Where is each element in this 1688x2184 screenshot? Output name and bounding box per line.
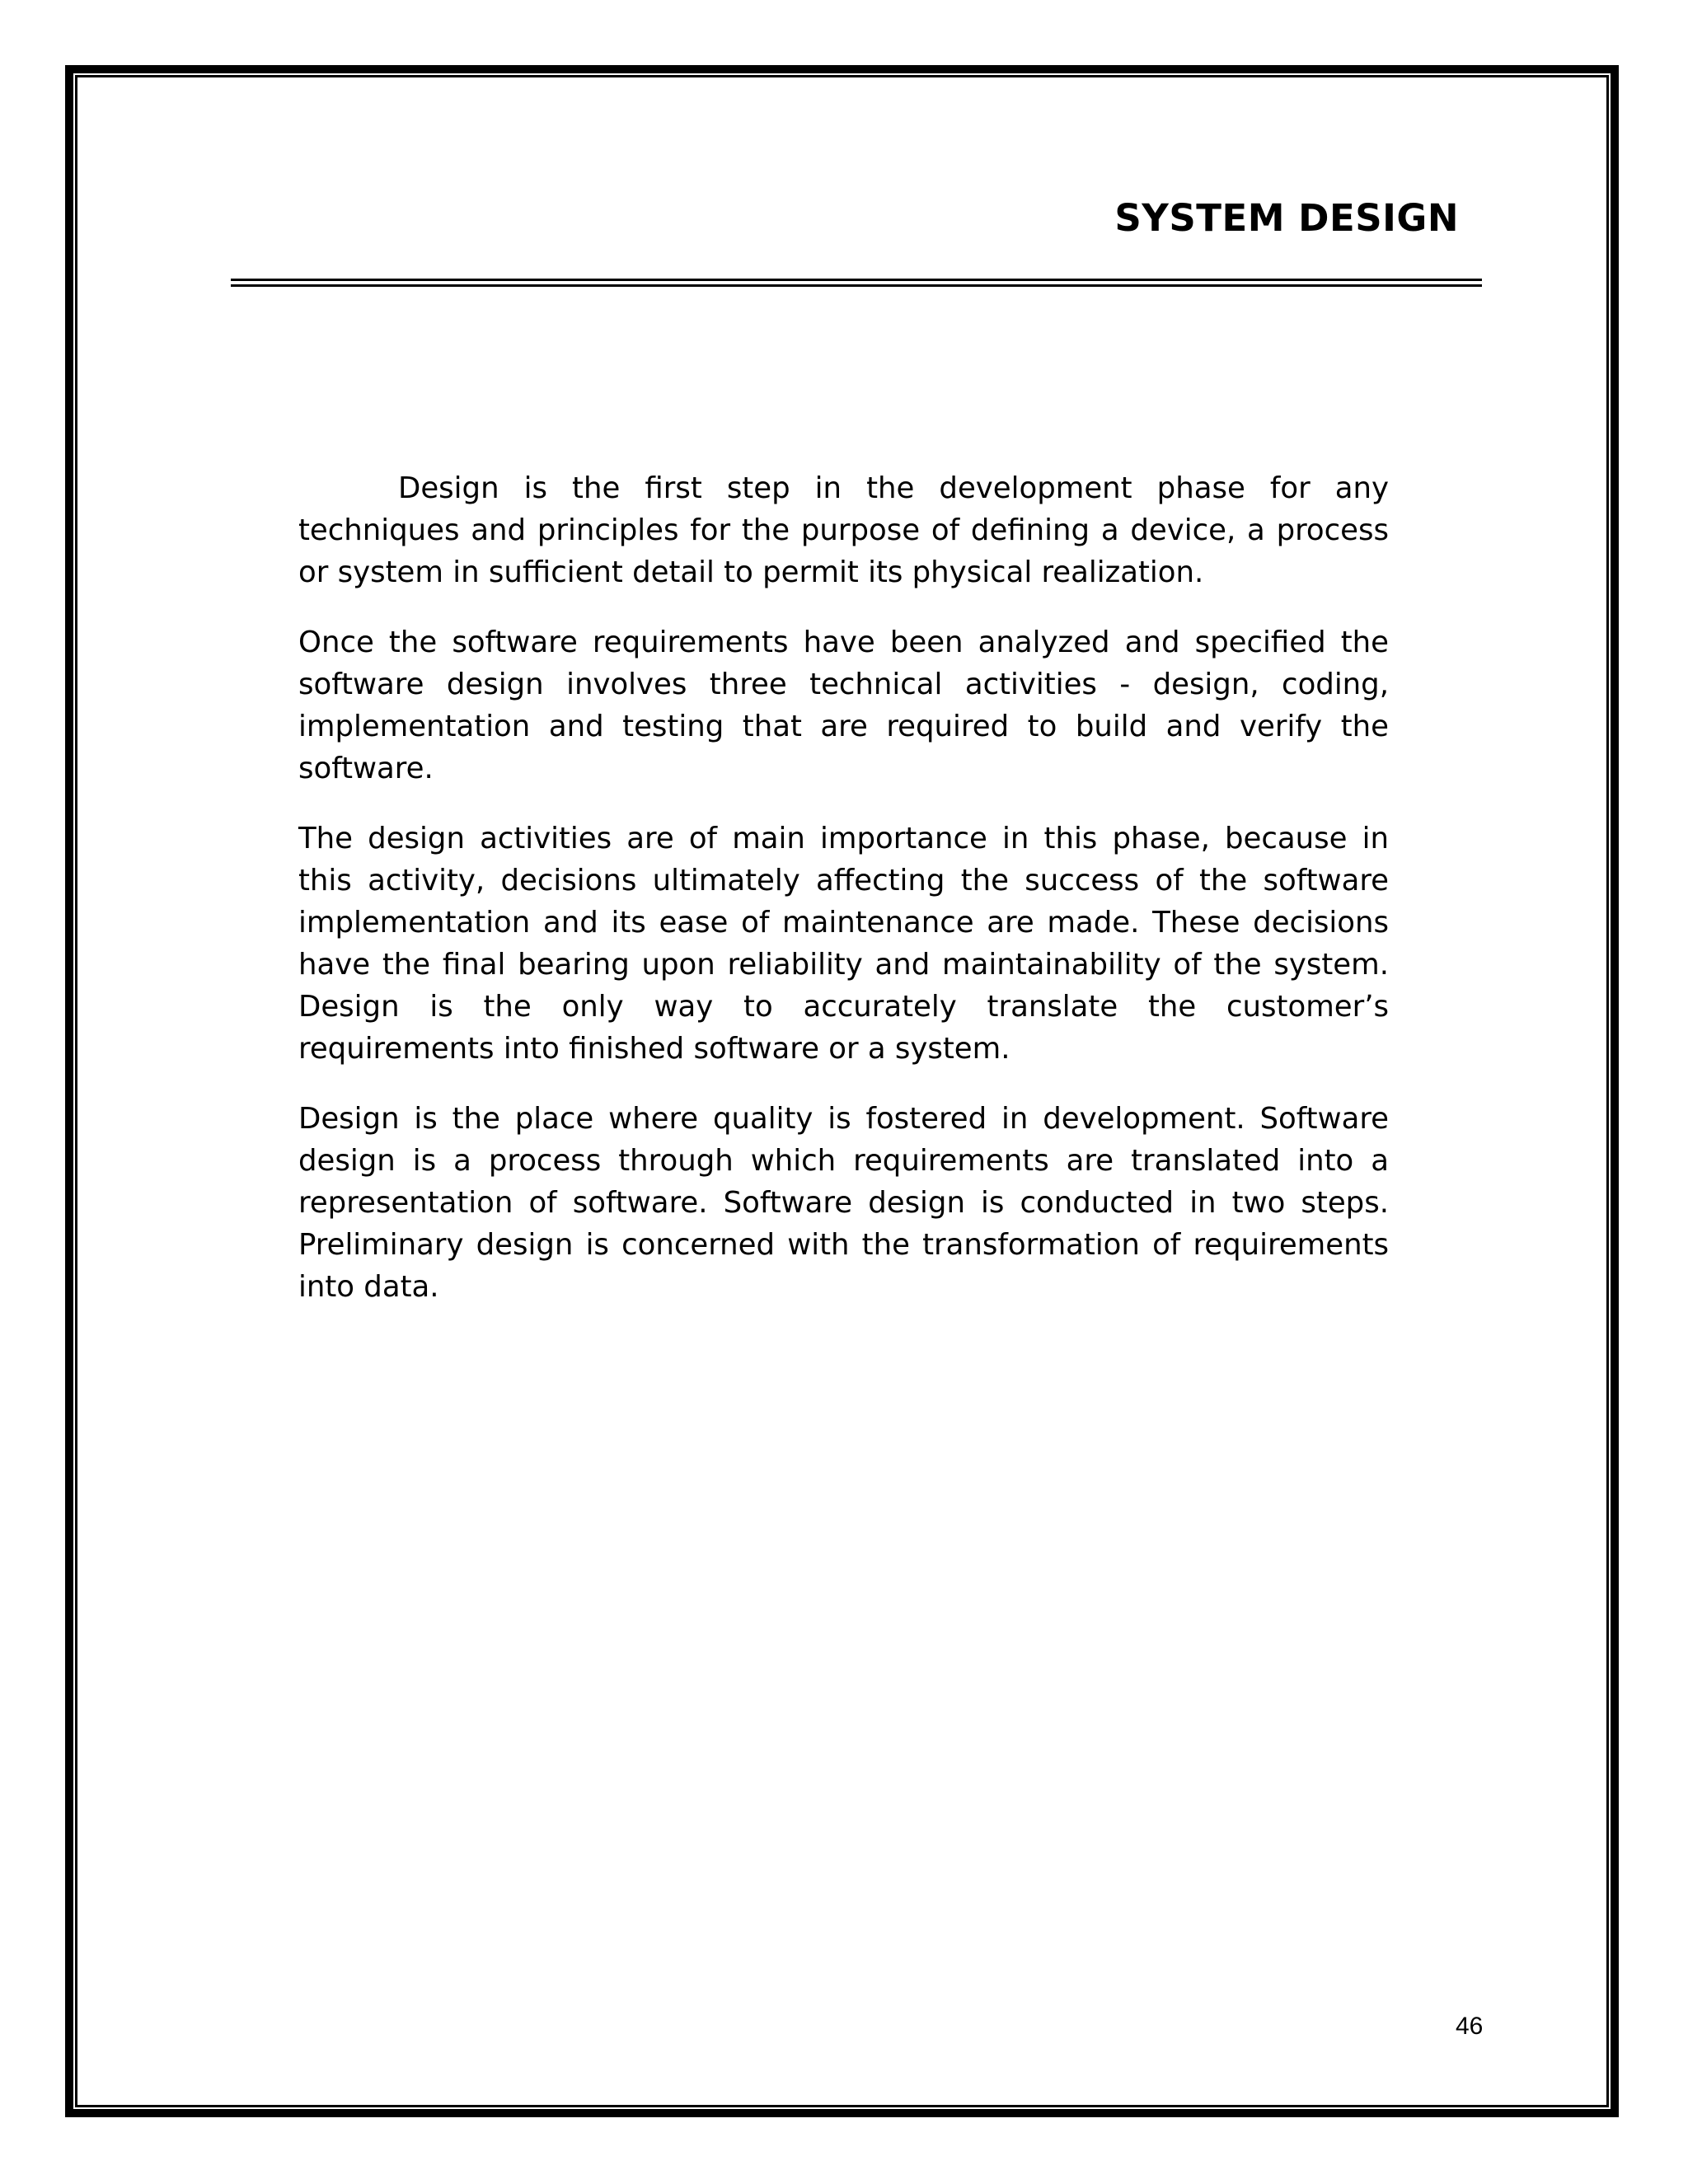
page-number: 46	[1456, 2013, 1484, 2040]
title-double-rule	[231, 279, 1482, 287]
body-text	[298, 467, 1389, 1336]
paragraph-requirements: Once the software requirements have been analyzed and specified the software design involves three technical activities - design, coding, implementation and testing that are required to build and verify the software.	[298, 626, 1389, 785]
paragraph-design-activities: The design activities are of main importance in this phase, because in this activity, decisions ultimately affecting the success of the software implementation and its ease of maintenance are made. These decisions have the final bearing upon reliability and maintainability of the system. Design is the only way to accurately translate the customer’s requirements into finished software or a system.	[298, 822, 1389, 1066]
page-title: SYSTEM DESIGN	[1114, 196, 1459, 240]
paragraph-quality: Design is the place where quality is fostered in development. Software design is a process through which requirements are translated into a representation of software. Software design is conducted in two steps. Preliminary design is concerned with the transformation of requirements into data.	[298, 1102, 1389, 1304]
paragraph-intro: Design is the first step in the development phase for any techniques and principles for the purpose of defining a device, a process or system in sufficient detail to permit its physical realization.	[298, 471, 1389, 589]
